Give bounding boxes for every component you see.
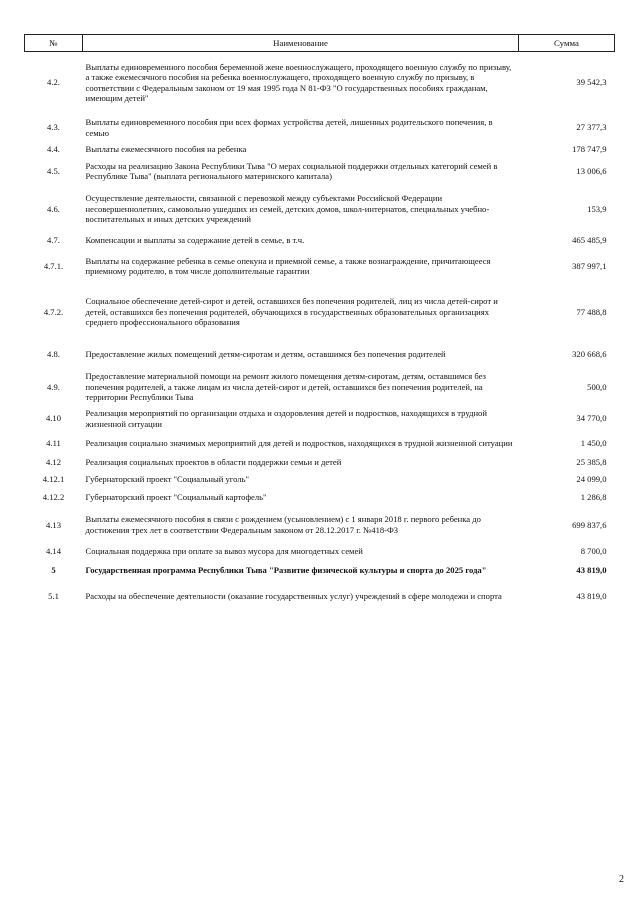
row-name: Реализация социально значимых мероприятий для детей и подростков, находящихся в трудной жизненной ситуации xyxy=(85,437,513,448)
table-row xyxy=(25,488,615,506)
table-header-row xyxy=(25,35,615,52)
budget-table xyxy=(24,34,615,610)
table-row xyxy=(25,506,615,544)
row-name: Социальная поддержка при оплате за вывоз мусора для многодетных семей xyxy=(85,545,363,556)
row-name: Государственная программа Республики Тыва "Развитие физической культуры и спорта до 2025 года" xyxy=(85,565,487,576)
row-name: Расходы на обеспечение деятельности (оказание государственных услуг) учреждений в сфере молодежи и спорта xyxy=(85,591,502,602)
row-name: Предоставление жилых помещений детям-сиротам и детям, оставшимся без попечения родителей xyxy=(85,348,446,359)
row-sum: 320 668,6 xyxy=(572,348,607,359)
row-sum: 24 099,0 xyxy=(576,473,607,484)
row-number: 4.7. xyxy=(47,234,60,245)
row-number: 4.12.2 xyxy=(42,491,65,502)
row-name: Предоставление материальной помощи на ремонт жилого помещения детям-сиротам, детям, оставшимся без попечения родителей, а также лицам из числа детей-сирот и детей, оставшихся без попечения родителей, на территории Республики Тыва xyxy=(85,371,486,403)
row-name: Выплаты единовременного пособия при всех формах устройства детей, лишенных родительского попечения, в семью xyxy=(85,116,493,138)
row-sum: 699 837,6 xyxy=(572,519,607,530)
row-sum: 178 747,9 xyxy=(572,143,607,154)
row-number: 4.7.2. xyxy=(43,306,64,317)
row-number: 4.4. xyxy=(47,143,60,154)
row-sum: 43 819,0 xyxy=(576,591,607,602)
row-sum: 43 819,0 xyxy=(576,565,607,576)
row-number: 4.12 xyxy=(45,457,62,468)
table-row xyxy=(25,406,615,431)
header-number: № xyxy=(25,35,83,52)
table-row xyxy=(25,52,615,114)
row-sum: 153,9 xyxy=(587,203,607,214)
row-name: Выплаты на содержание ребенка в семье опекуна и приемной семье, а также вознаграждение, причитающееся приемному родителю, в том числе дополнительные гарантии xyxy=(85,255,491,277)
table-row xyxy=(25,544,615,559)
row-number: 4.11 xyxy=(46,437,61,448)
row-name: Реализация социальных проектов в области поддержки семьи и детей xyxy=(85,457,342,468)
row-name: Выплаты единовременного пособия беременной жене военнослужащего, проходящего военную службу по призыву, а также ежемесячного пособия на ребенка военнослужащего, проходящего военную службу по призыву, в соответствии с Федеральным законом от 19 мая 1995 года N 81-ФЗ "О государственных пособиях гражданам, имеющим детей" xyxy=(85,61,512,104)
row-number: 4.5. xyxy=(47,165,60,176)
row-sum: 34 770,0 xyxy=(576,413,607,424)
row-name: Губернаторский проект "Социальный картофель" xyxy=(85,491,267,502)
row-sum: 77 488,8 xyxy=(576,306,607,317)
table-row xyxy=(25,582,615,610)
row-sum: 1 450,0 xyxy=(580,437,607,448)
table-row xyxy=(25,248,615,284)
row-number: 4.7.1. xyxy=(43,260,64,271)
table-row xyxy=(25,142,615,157)
header-sum: Сумма xyxy=(519,35,615,52)
table-row xyxy=(25,284,615,340)
header-name: Наименование xyxy=(83,35,519,52)
row-sum: 39 542,3 xyxy=(576,77,607,88)
row-name: Реализация мероприятий по организации отдыха и оздоровления детей и подростков, находящихся в трудной жизненной ситуации xyxy=(85,408,487,429)
row-number: 4.13 xyxy=(45,519,62,530)
page-number: 2 xyxy=(619,874,624,885)
row-name: Осуществление деятельности, связанной с перевозкой между субъектами Российской Федерации несовершеннолетних, самовольно ушедших из семей, детских домов, школ-интернатов, специальных учебно-воспитательных и иных детских учреждений xyxy=(85,193,490,225)
row-name: Выплаты ежемесячного пособия в связи с рождением (усыновлением) с 1 января 2018 г. первого ребенка до достижения трех лет в соответствии Федеральным законом от 28.12.2017 г. №418-ФЗ xyxy=(85,514,481,535)
table-row xyxy=(25,186,615,232)
row-number: 4.10 xyxy=(45,413,62,424)
row-number: 4.3. xyxy=(47,122,60,133)
row-number: 4.9. xyxy=(47,381,60,392)
row-sum: 25 385,8 xyxy=(576,457,607,468)
row-number: 4.2. xyxy=(47,77,60,88)
row-number: 4.14 xyxy=(45,545,62,556)
row-sum: 500,0 xyxy=(587,381,607,392)
row-name: Губернаторский проект "Социальный уголь" xyxy=(85,473,249,484)
row-sum: 1 286,8 xyxy=(580,491,607,502)
document-sheet xyxy=(24,34,614,610)
row-sum: 8 700,0 xyxy=(580,545,607,556)
row-name: Компенсации и выплаты за содержание детей в семье, в т.ч. xyxy=(85,234,305,245)
table-row xyxy=(25,340,615,368)
row-number: 4.12.1 xyxy=(42,473,65,484)
row-number: 4.6. xyxy=(47,203,60,214)
table-row xyxy=(25,455,615,470)
row-sum: 13 006,6 xyxy=(576,165,607,176)
row-name: Выплаты ежемесячного пособия на ребенка xyxy=(85,143,247,154)
table-row xyxy=(25,114,615,142)
table-row xyxy=(25,232,615,248)
row-number: 5 xyxy=(51,565,56,576)
row-name: Социальное обеспечение детей-сирот и детей, оставшихся без попечения родителей, лиц из числа детей-сирот и детей, оставшихся без попечения родителей, обучающихся в государственных образовательных организациях среднего профессионального образования xyxy=(85,296,498,328)
table-row xyxy=(25,368,615,406)
table-row xyxy=(25,470,615,488)
table-body xyxy=(25,52,615,611)
row-sum: 465 485,9 xyxy=(572,234,607,245)
table-row xyxy=(25,156,615,186)
row-name: Расходы на реализацию Закона Республики Тыва "О мерах социальной поддержки отдельных категорий семей в Республике Тыва" (выплата регионального материнского капитала) xyxy=(85,160,498,182)
row-sum: 27 377,3 xyxy=(576,122,607,133)
table-row xyxy=(25,431,615,455)
table-row xyxy=(25,558,615,582)
row-number: 4.8. xyxy=(47,348,60,359)
row-number: 5.1 xyxy=(48,591,59,602)
row-sum: 387 997,1 xyxy=(572,260,607,271)
